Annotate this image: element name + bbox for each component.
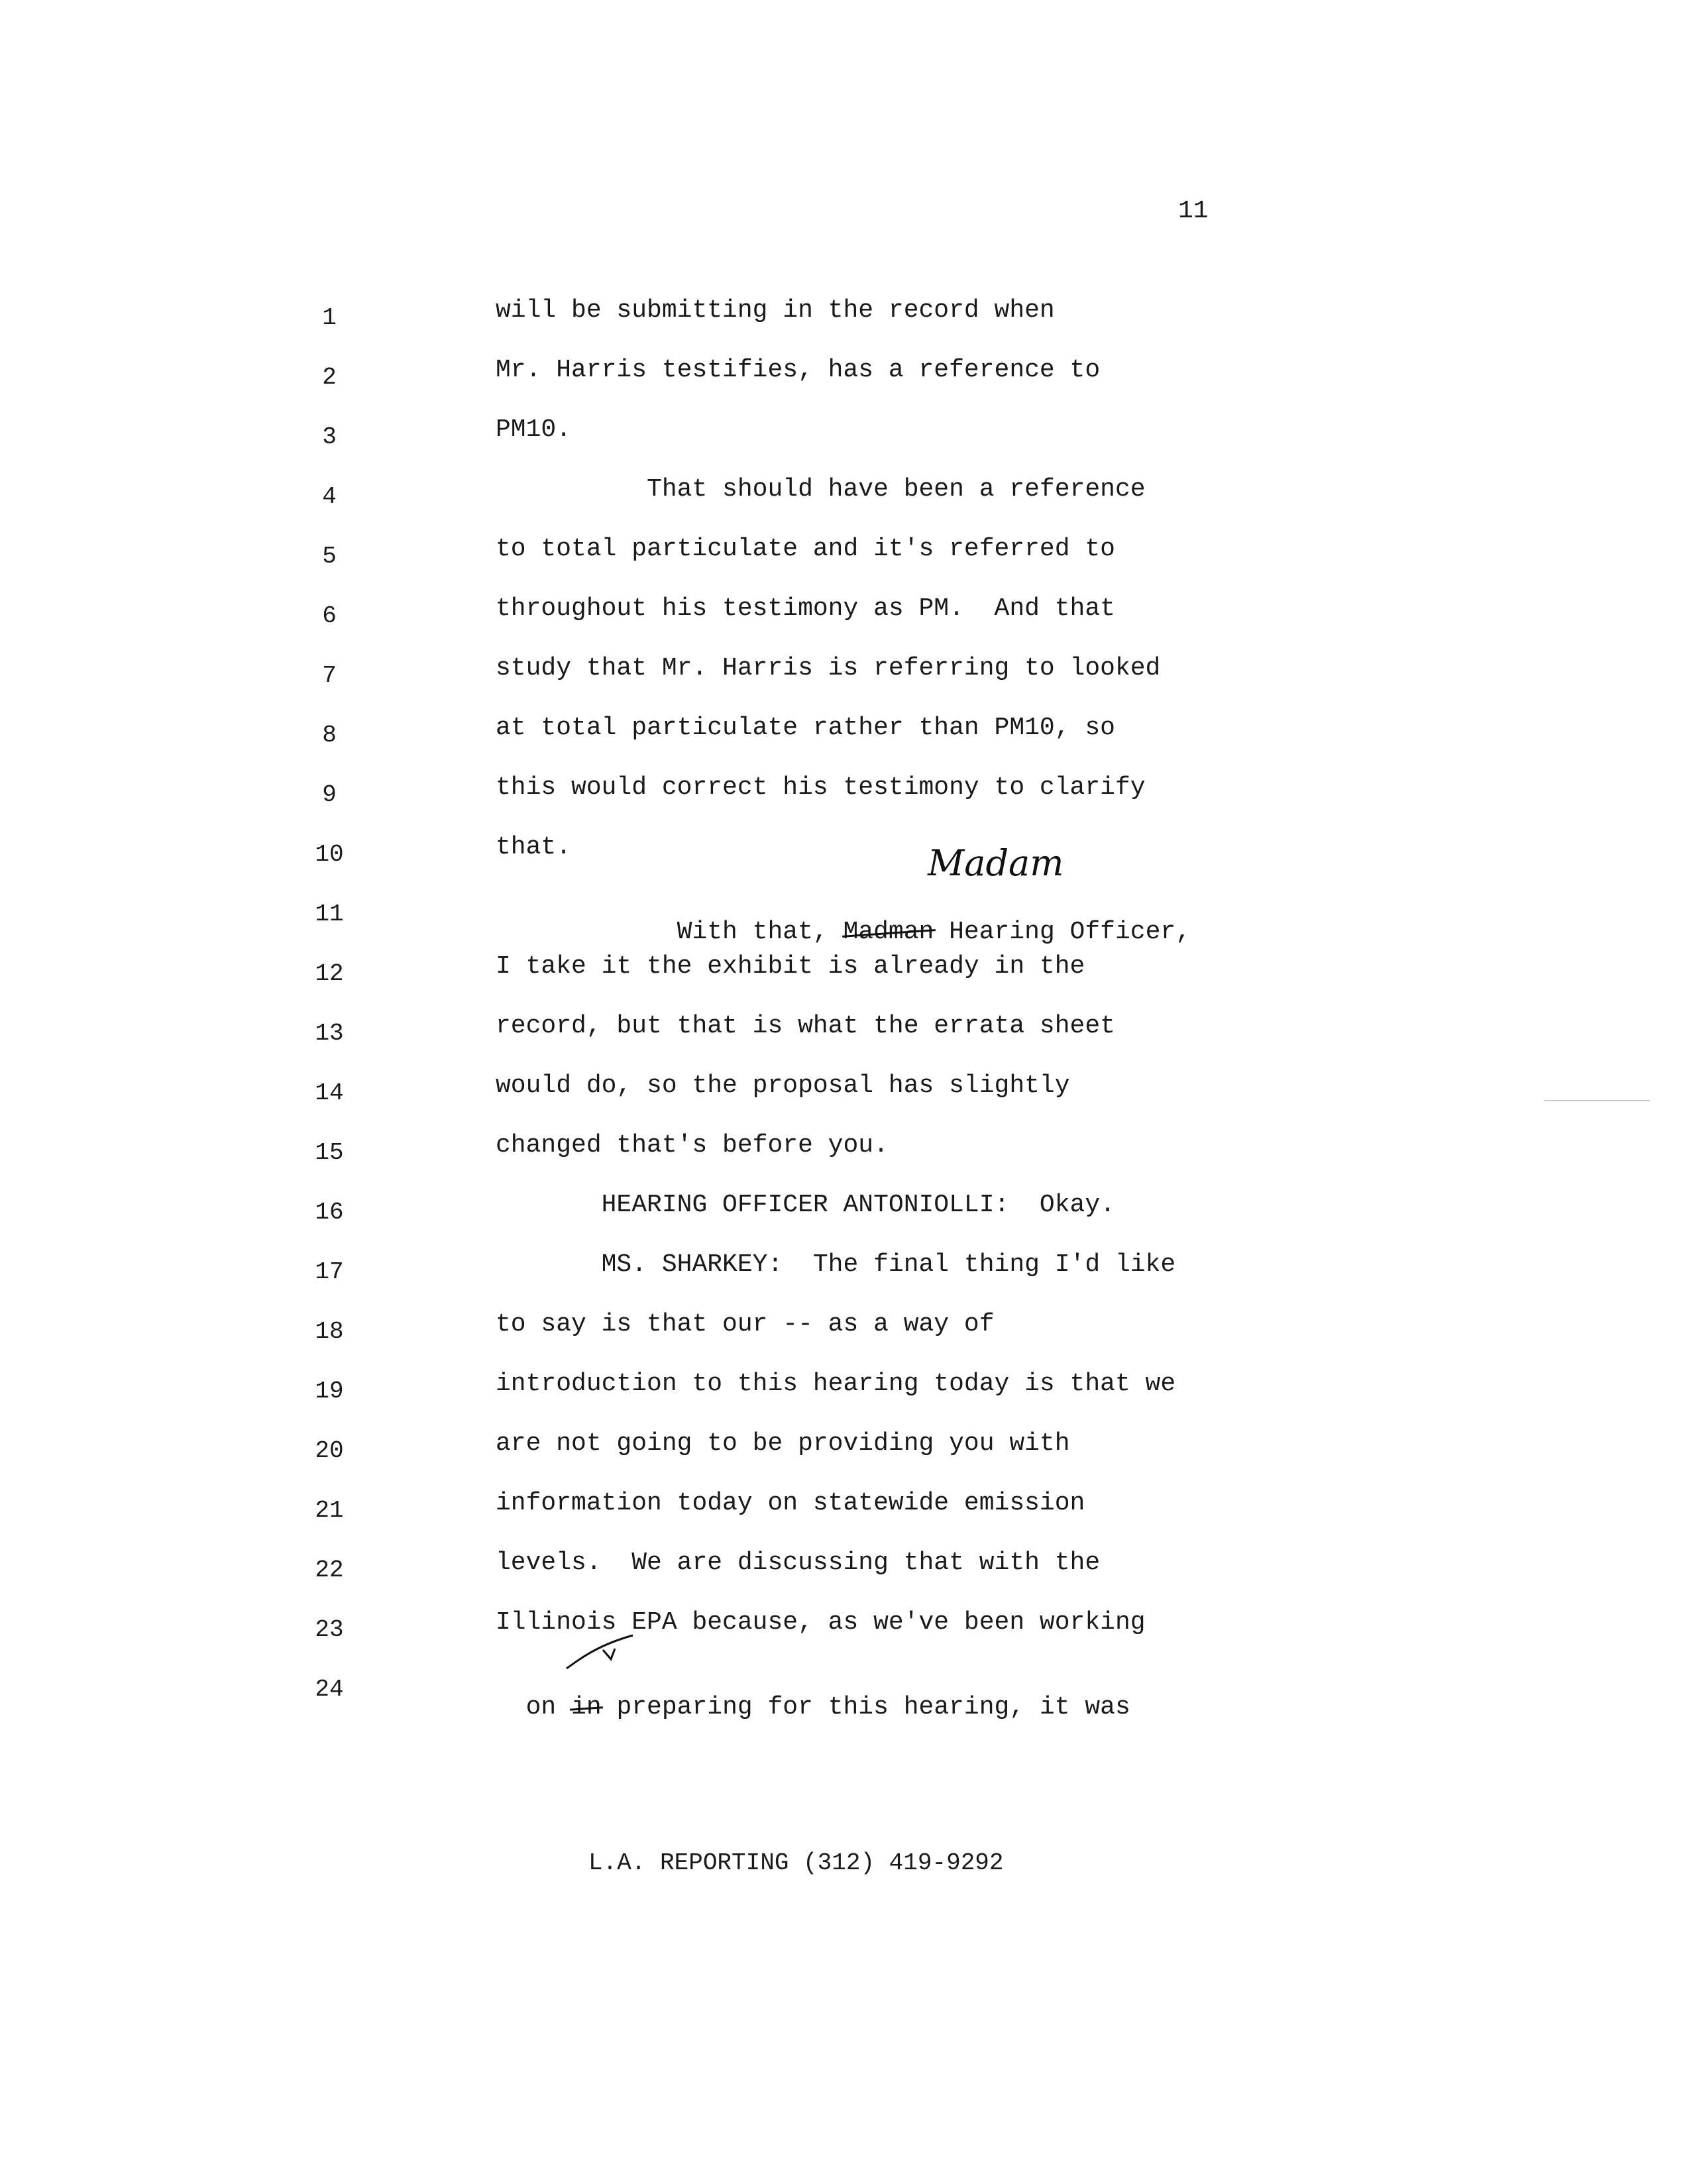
line-text-before: With that, (525, 918, 844, 946)
line-number: 20 (315, 1437, 344, 1464)
transcript-line: study that Mr. Harris is referring to looked (496, 654, 1161, 682)
line-number: 8 (322, 722, 337, 749)
line-number: 5 (322, 543, 337, 570)
line-number: 17 (315, 1258, 344, 1285)
transcript-line: PM10. (496, 415, 572, 444)
line-text-after: preparing for this hearing, it was (601, 1693, 1130, 1721)
line-number: 1 (322, 304, 337, 331)
line-number: 21 (315, 1497, 344, 1524)
transcript-line-corrected (496, 1670, 1130, 1720)
transcript-line: That should have been a reference (496, 475, 1146, 504)
transcript-line: HEARING OFFICER ANTONIOLLI: Okay. (496, 1191, 1115, 1219)
transcript-line: Mr. Harris testifies, has a reference to (496, 356, 1101, 384)
line-number: 7 (322, 662, 337, 689)
line-number: 4 (322, 483, 337, 510)
struck-word: Madman (843, 918, 934, 946)
transcript-line: changed that's before you. (496, 1131, 889, 1160)
line-number: 18 (315, 1318, 344, 1345)
handwritten-correction: Madam (928, 842, 1064, 884)
transcript-line: will be submitting in the record when (496, 296, 1055, 325)
transcript-line: that. (496, 833, 572, 861)
transcript-line: I take it the exhibit is already in the (496, 952, 1085, 981)
line-number: 12 (315, 960, 344, 987)
line-number: 2 (322, 364, 337, 391)
transcript-line: throughout his testimony as PM. And that (496, 594, 1115, 623)
line-text-before: on (525, 1693, 572, 1721)
line-number: 6 (322, 602, 337, 629)
struck-word: in (571, 1693, 602, 1721)
line-number: 24 (315, 1676, 344, 1703)
page-number: 11 (1178, 197, 1209, 225)
transcript-line: record, but that is what the errata sheet (496, 1012, 1115, 1040)
transcript-line: MS. SHARKEY: The final thing I'd like (496, 1250, 1176, 1279)
transcript-line-corrected (496, 895, 1191, 945)
footer-reporter: L.A. REPORTING (312) 419-9292 (588, 1849, 1004, 1877)
transcript-line: are not going to be providing you with (496, 1429, 1070, 1458)
transcript-line: information today on statewide emission (496, 1489, 1085, 1517)
line-number: 15 (315, 1139, 344, 1166)
transcript-line: introduction to this hearing today is that we (496, 1370, 1176, 1398)
line-number: 16 (315, 1199, 344, 1226)
line-number: 11 (315, 901, 344, 928)
line-number: 23 (315, 1616, 344, 1643)
line-number: 10 (315, 841, 344, 868)
transcript-line: would do, so the proposal has slightly (496, 1071, 1070, 1100)
transcript-line: Illinois EPA because, as we've been working (496, 1608, 1146, 1637)
line-number: 14 (315, 1079, 344, 1107)
line-number: 9 (322, 781, 337, 808)
transcript-line: to total particulate and it's referred to (496, 535, 1115, 563)
transcript-line: levels. We are discussing that with the (496, 1549, 1101, 1577)
line-number: 19 (315, 1378, 344, 1405)
line-number: 13 (315, 1020, 344, 1047)
line-text-after: Hearing Officer, (934, 918, 1191, 946)
insertion-mark-icon (563, 1630, 643, 1670)
line-number: 22 (315, 1556, 344, 1584)
scan-mark (1544, 1100, 1650, 1101)
transcript-line: to say is that our -- as a way of (496, 1310, 995, 1338)
transcript-line: at total particulate rather than PM10, so (496, 714, 1115, 742)
transcript-line: this would correct his testimony to clarify (496, 773, 1146, 802)
line-number: 3 (322, 423, 337, 451)
